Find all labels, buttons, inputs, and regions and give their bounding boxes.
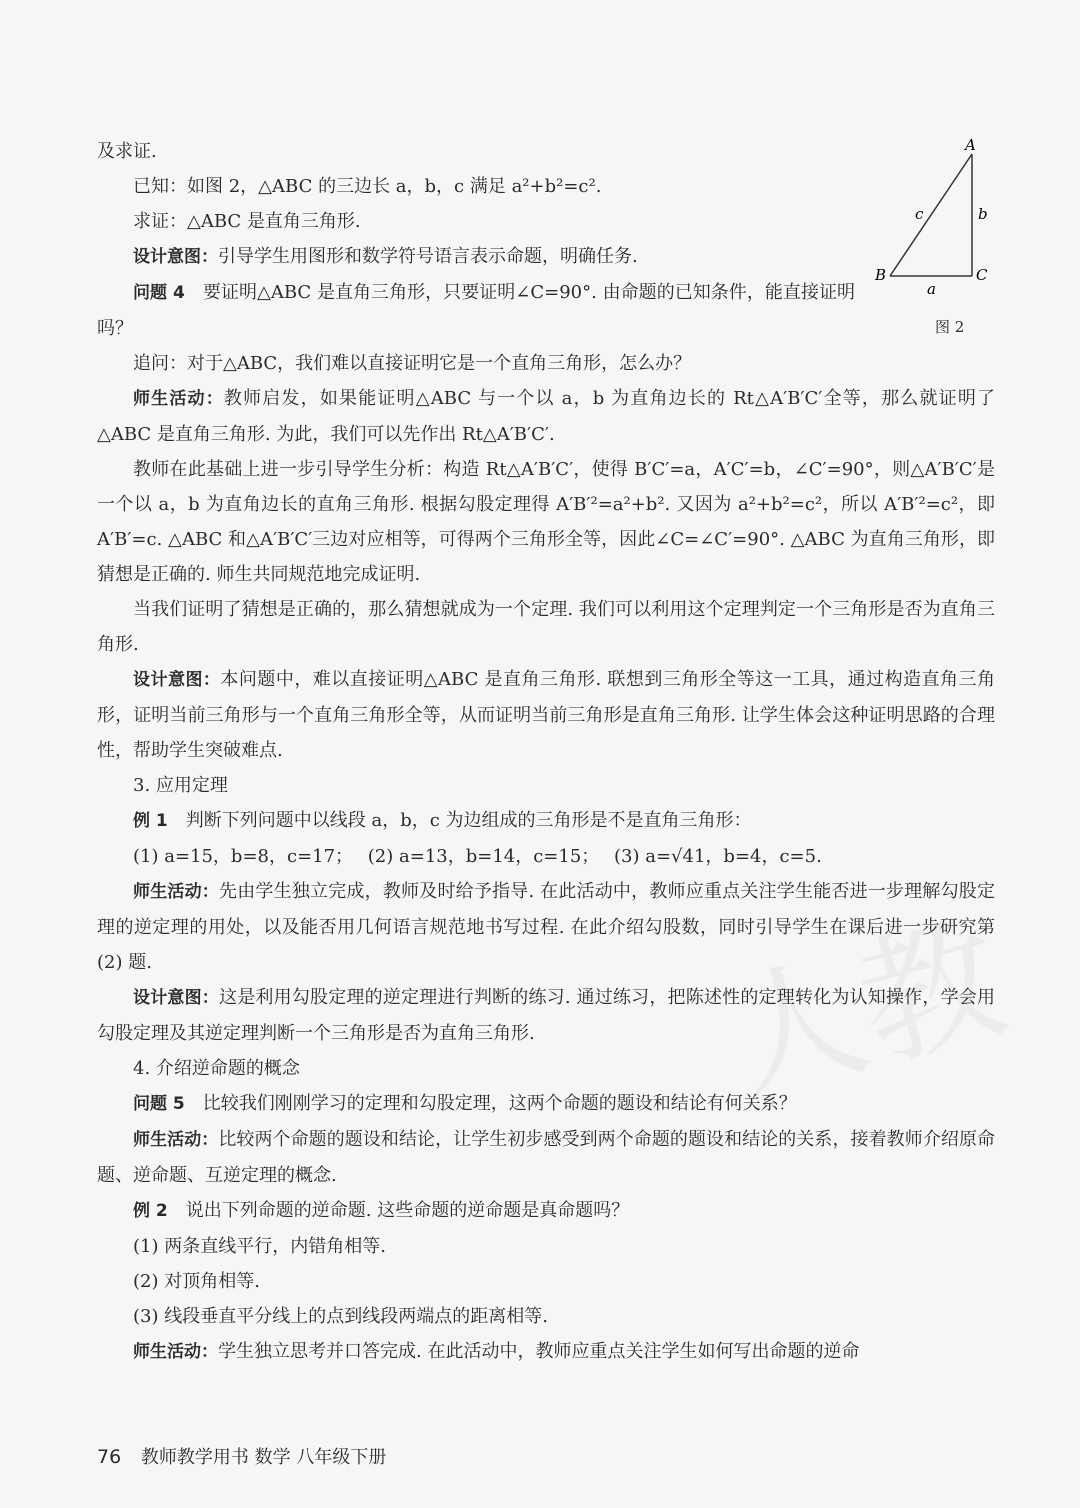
paragraph-text: 3. 应用定理 xyxy=(133,775,228,796)
paragraph-label: 师生活动： xyxy=(133,1130,219,1150)
right-triangle-diagram xyxy=(875,134,1005,334)
paragraph-label: 例 2 xyxy=(133,1201,168,1221)
paragraph xyxy=(97,452,995,592)
side-a-label: a xyxy=(927,280,936,298)
paragraph-text: 说出下列命题的逆命题. 这些命题的逆命题是真命题吗？ xyxy=(167,1200,630,1221)
paragraph xyxy=(97,1299,995,1334)
paragraph-text: 追问：对于△ABC，我们难以直接证明它是一个直角三角形，怎么办？ xyxy=(133,353,692,374)
book-title: 教师教学用书 数学 八年级下册 xyxy=(140,1447,387,1468)
paragraph xyxy=(97,592,995,662)
vertex-a-label: A xyxy=(965,136,976,154)
paragraph-text: 本问题中，难以直接证明△ABC 是直角三角形. 联想到三角形全等这一工具，通过构造直角三角形，证明当前三角形与一个直角三角形全等，从而证明当前三角形是直角三角形. 让学生体会这种证明思路的合理性，帮助学生突破难点. xyxy=(97,669,995,761)
paragraph xyxy=(97,134,995,169)
paragraph-text: 教师启发，如果能证明△ABC 与一个以 a，b 为直角边长的 Rt△A′B′C′全等，那么就证明了△ABC 是直角三角形. 为此，我们可以先作出 Rt△A′B′C′. xyxy=(97,388,996,445)
paragraph-label: 设计意图： xyxy=(133,670,221,690)
paragraph-text: 比较我们刚刚学习的定理和勾股定理，这两个命题的题设和结论有何关系？ xyxy=(184,1093,797,1114)
paragraph-label: 问题 4 xyxy=(133,283,185,303)
paragraph-text: (2) 对顶角相等. xyxy=(133,1271,260,1292)
paragraph-text: 要证明△ABC 是直角三角形，只要证明∠C=90°. 由命题的已知条件，能直接证明吗？ xyxy=(97,282,855,339)
paragraph xyxy=(97,1122,995,1193)
side-c-label: c xyxy=(915,205,924,223)
paragraph xyxy=(97,239,995,275)
figure-2 xyxy=(875,134,1005,334)
paragraph-text: 判断下列问题中以线段 a，b，c 为边组成的三角形是不是直角三角形： xyxy=(167,810,752,831)
paragraph-text: 引导学生用图形和数学符号语言表示命题，明确任务. xyxy=(218,246,638,267)
page-body xyxy=(97,134,995,1370)
paragraph xyxy=(97,768,995,803)
paragraph-label: 师生活动： xyxy=(133,1342,218,1362)
paragraph-text: 及求证. xyxy=(97,141,157,162)
paragraph xyxy=(97,169,995,204)
paragraph xyxy=(97,275,995,346)
vertex-c-label: C xyxy=(976,266,988,284)
side-b-label: b xyxy=(978,205,988,223)
paragraph-label: 师生活动： xyxy=(133,882,220,902)
paragraph-text: 求证：△ABC 是直角三角形. xyxy=(133,211,361,232)
paragraph-text: 学生独立思考并口答完成. 在此活动中，教师应重点关注学生如何写出命题的逆命 xyxy=(218,1341,860,1362)
paragraph-text: 这是利用勾股定理的逆定理进行判断的练习. 通过练习，把陈述性的定理转化为认知操作，学会用勾股定理及其逆定理判断一个三角形是否为直角三角形. xyxy=(97,987,995,1044)
paragraph-text: 比较两个命题的题设和结论，让学生初步感受到两个命题的题设和结论的关系，接着教师介绍原命题、逆命题、互逆定理的概念. xyxy=(97,1129,996,1186)
paragraph-label: 例 1 xyxy=(133,811,168,831)
paragraph xyxy=(97,381,995,452)
paragraph-text: (1) 两条直线平行，内错角相等. xyxy=(133,1236,386,1257)
paragraph xyxy=(97,803,995,839)
paragraph xyxy=(97,662,995,768)
paragraph-label: 问题 5 xyxy=(133,1094,185,1114)
paragraph xyxy=(97,1193,995,1229)
paragraph-text: 已知：如图 2，△ABC 的三边长 a，b，c 满足 a²+b²=c². xyxy=(133,176,602,197)
paragraph-text: 教师在此基础上进一步引导学生分析：构造 Rt△A′B′C′，使得 B′C′=a，A′C′=b，∠C′=90°，则△A′B′C′是一个以 a，b 为直角边长的直角三角形. 根据勾股定理得 A′B′²=a²+b². 又因为 a²+b²=c²，所以 A′B′²=c²，即 A′B′=c. △ABC 和△A′B′C′三边对应相等，可得两个三角形全等，因此∠C=∠C′=90°. △ABC 为直角三角形，即猜想是正确的. 师生共同规范地完成证明. xyxy=(97,459,995,585)
paragraph xyxy=(97,346,995,381)
paragraph xyxy=(97,204,995,239)
paragraph-text: 当我们证明了猜想是正确的，那么猜想就成为一个定理. 我们可以利用这个定理判定一个三角形是否为直角三角形. xyxy=(97,599,995,655)
figure-caption: 图 2 xyxy=(935,318,965,336)
paragraph xyxy=(97,1229,995,1264)
vertex-b-label: B xyxy=(875,266,887,284)
paragraph-label: 师生活动： xyxy=(133,389,224,409)
paragraph-text: 4. 介绍逆命题的概念 xyxy=(133,1058,300,1079)
page-footer xyxy=(97,1443,386,1469)
paragraph-text: (1) a=15，b=8，c=17； (2) a=13，b=14，c=15； (3) a=√41，b=4，c=5. xyxy=(133,846,822,867)
paragraph-label: 设计意图： xyxy=(133,247,218,267)
paragraph-text: (3) 线段垂直平分线上的点到线段两端点的距离相等. xyxy=(133,1306,548,1327)
paragraph xyxy=(97,839,995,874)
paragraph xyxy=(97,1334,995,1370)
paragraph xyxy=(97,1264,995,1299)
paragraph-label: 设计意图： xyxy=(133,988,220,1008)
page-number: 76 xyxy=(97,1446,122,1468)
paragraph-text: 先由学生独立完成，教师及时给予指导. 在此活动中，教师应重点关注学生能否进一步理解勾股定理的逆定理的用处，以及能否用几何语言规范地书写过程. 在此介绍勾股数，同时引导学生在课后进一步研究第 (2) 题. xyxy=(97,881,995,973)
